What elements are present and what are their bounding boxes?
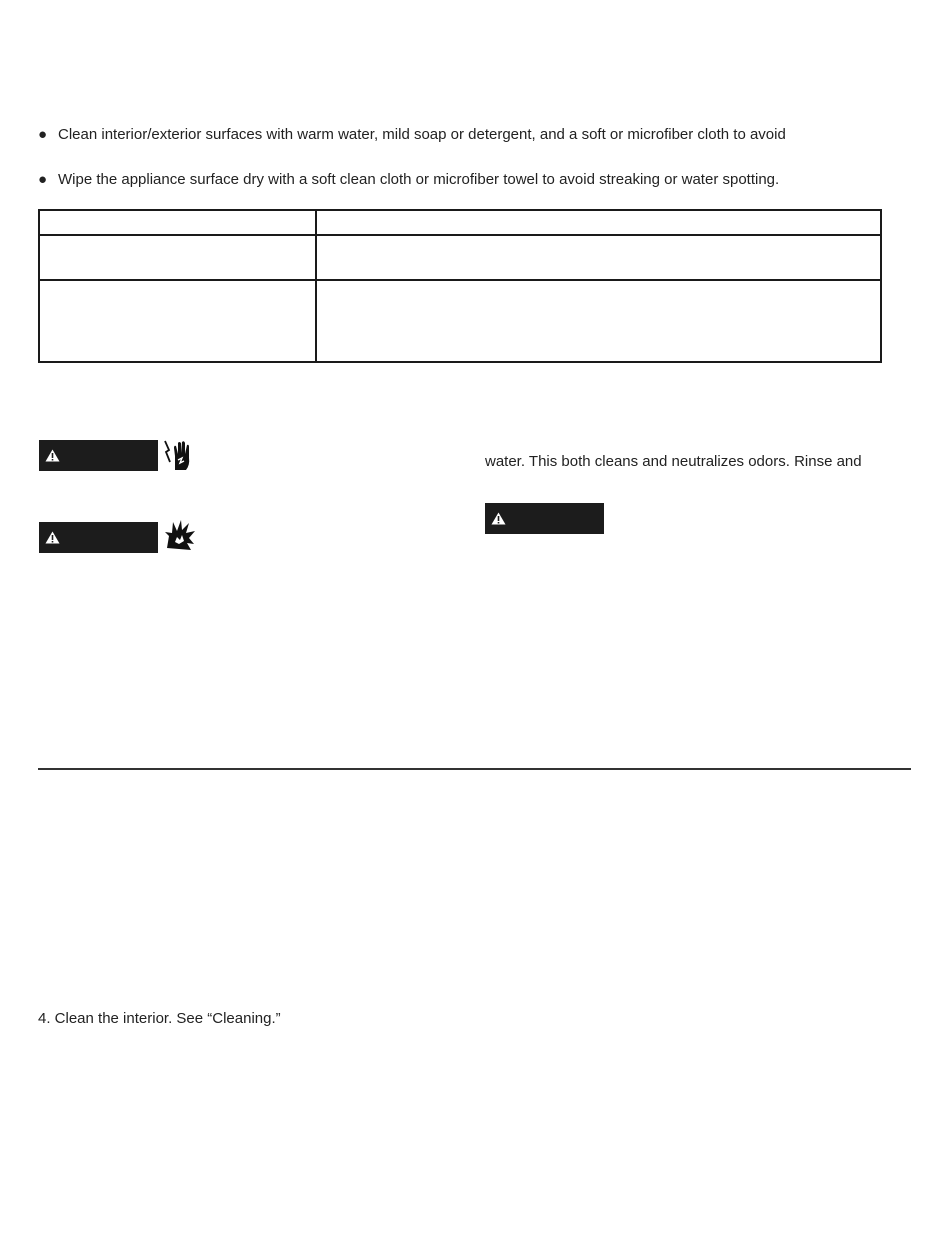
table-header-divider <box>40 234 880 236</box>
right-column-line: water. This both cleans and neutralizes odors. Rinse and <box>485 453 862 470</box>
bullet-text: Wipe the appliance surface dry with a soft clean cloth or microfiber towel to avoid streaking or water spotting. <box>58 171 780 188</box>
cleaning-table <box>38 209 882 363</box>
table-row-divider <box>40 279 880 281</box>
warning-triangle-icon <box>491 512 506 525</box>
table-column-divider <box>315 211 317 361</box>
warning-bar-3 <box>485 503 604 534</box>
section-divider <box>38 768 911 770</box>
bullet-dot: ● <box>38 126 48 143</box>
bullet-item-2 <box>38 171 779 189</box>
bullet-dot: ● <box>38 171 48 188</box>
bullet-text: Clean interior/exterior surfaces with warm water, mild soap or detergent, and a soft or microfiber cloth to avoid <box>58 126 786 143</box>
warning-triangle-icon <box>45 531 60 544</box>
bullet-item-1 <box>38 126 786 144</box>
warning-bar-1 <box>39 440 158 471</box>
explosion-icon <box>163 518 197 552</box>
step-4-text: 4. Clean the interior. See “Cleaning.” <box>38 1010 281 1027</box>
warning-triangle-icon <box>45 449 60 462</box>
electrical-shock-hand-icon <box>162 438 196 472</box>
warning-bar-2 <box>39 522 158 553</box>
